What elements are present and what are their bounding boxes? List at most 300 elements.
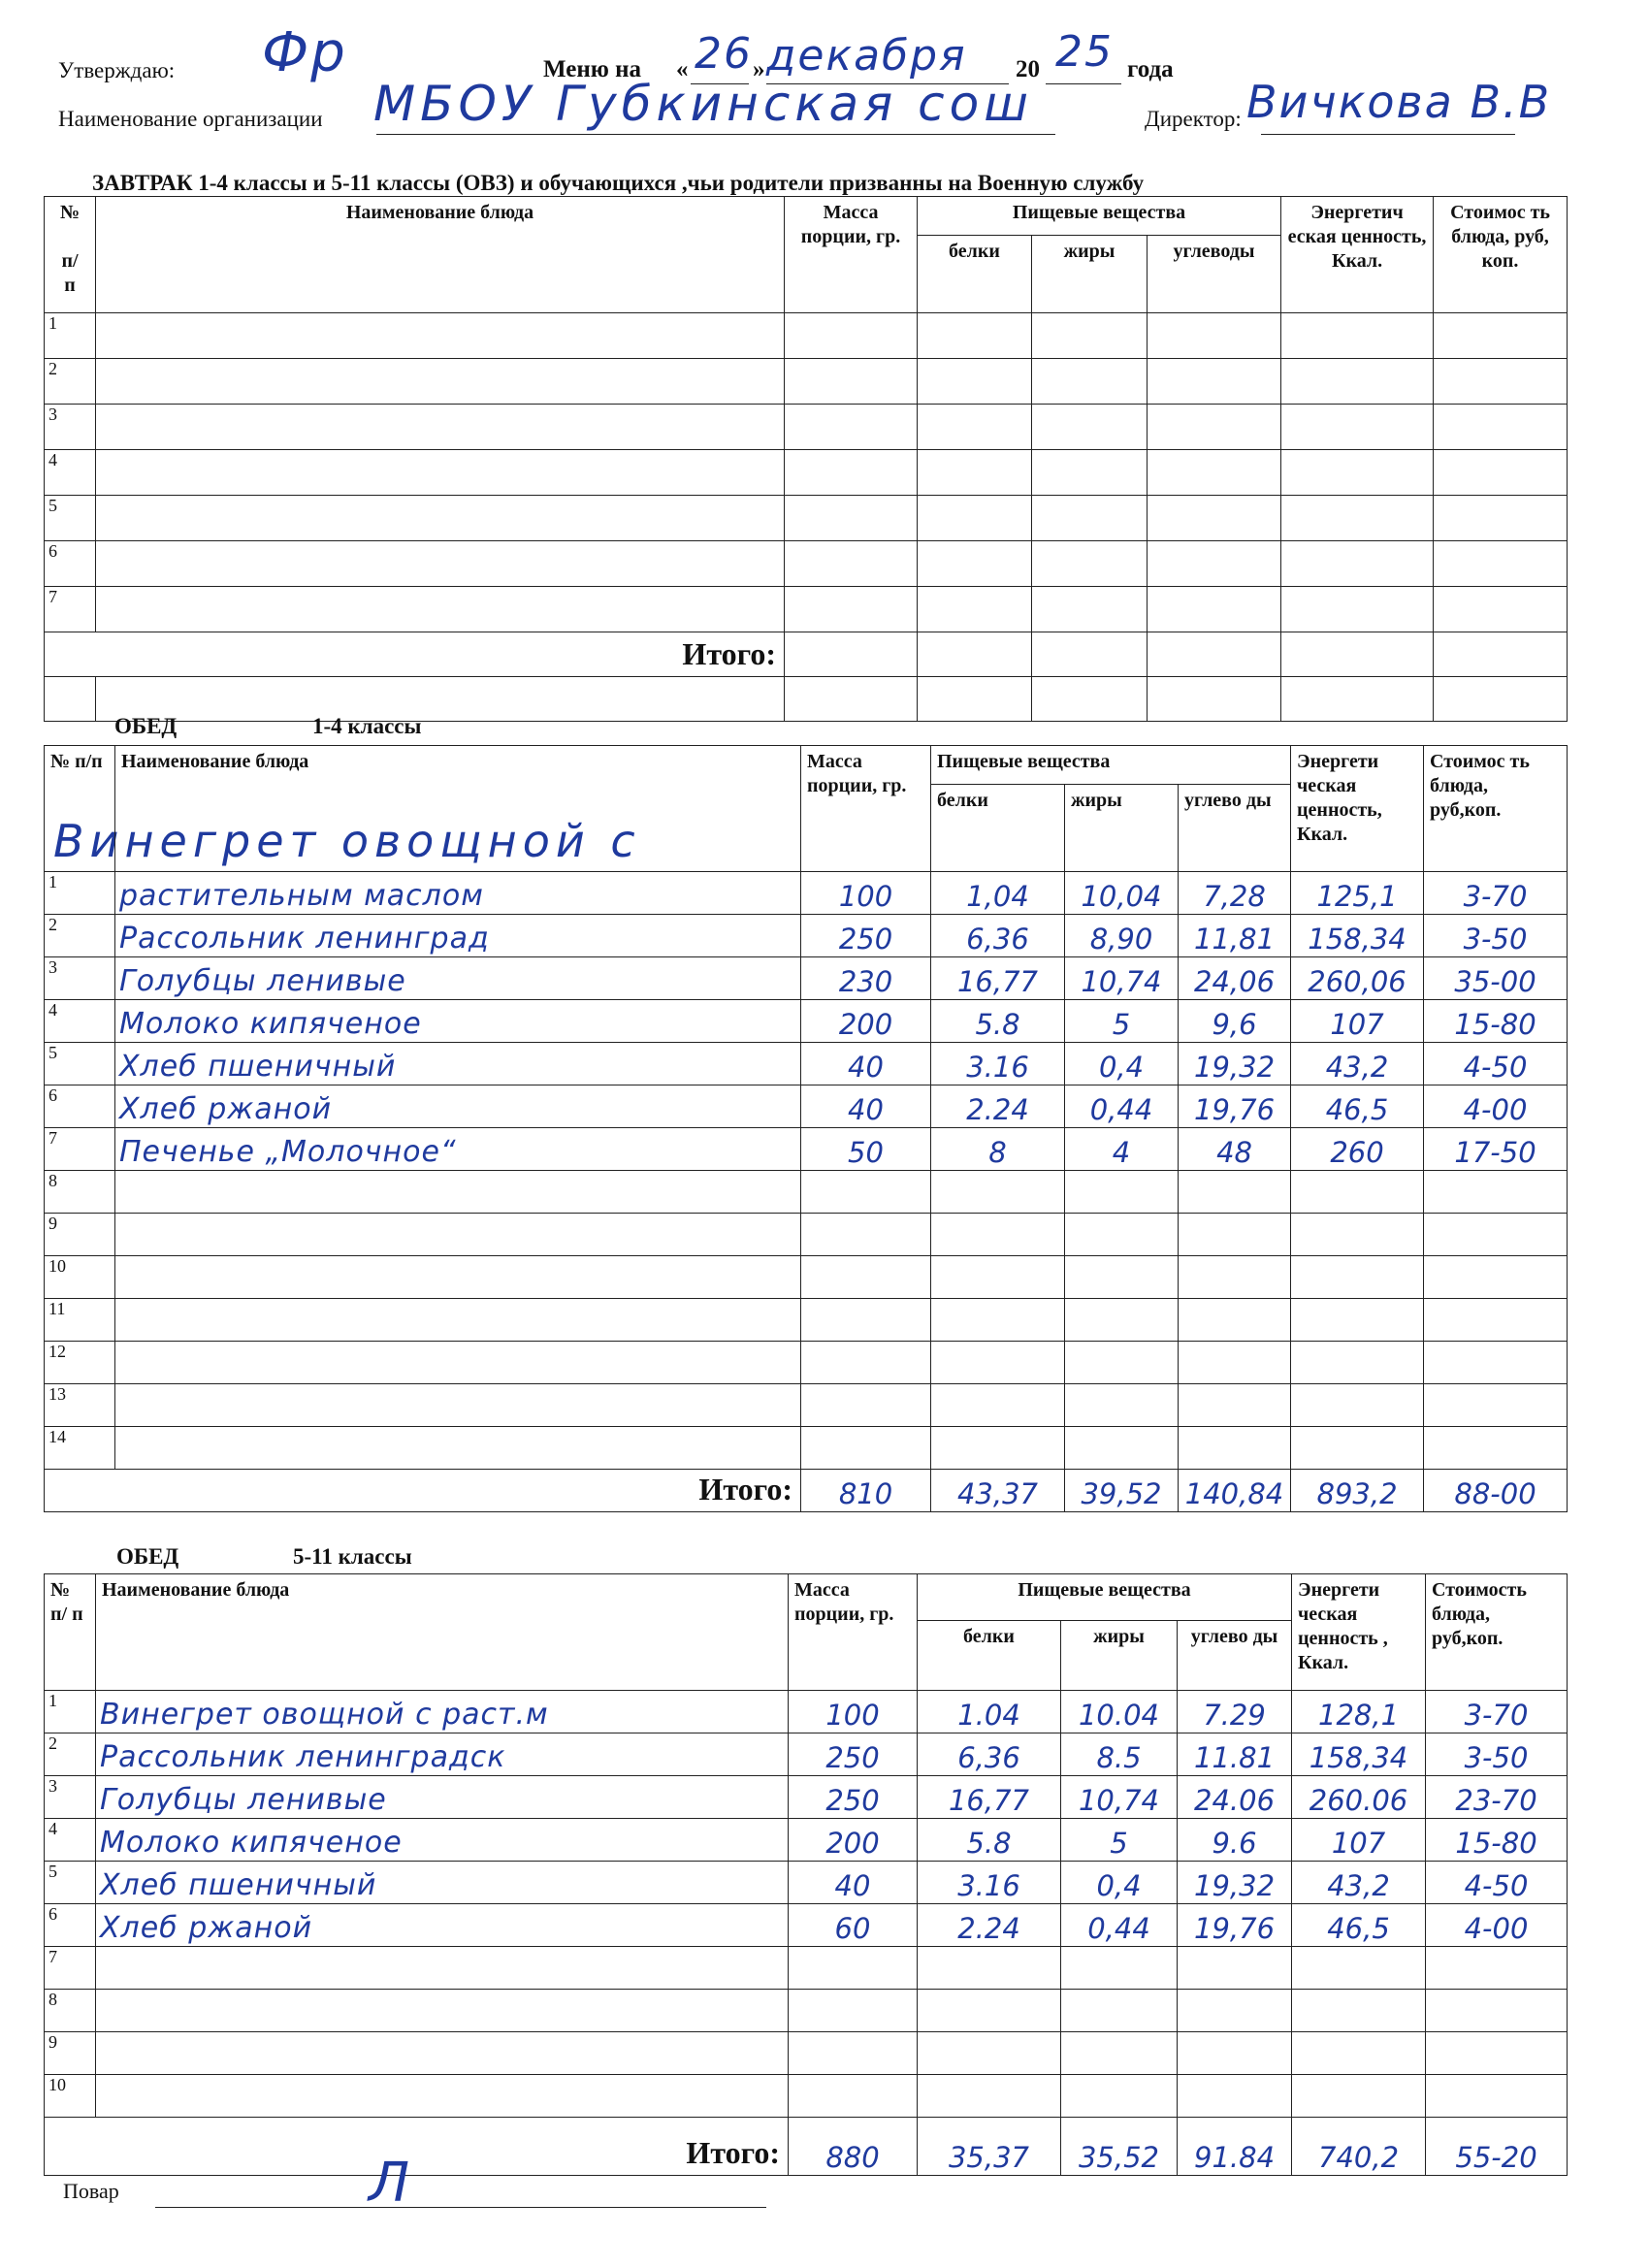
lunch511-title-right: 5-11 классы	[293, 1544, 412, 1569]
cell-cost: 15-80	[1426, 1819, 1568, 1862]
row-num: 1	[45, 872, 115, 915]
director-underline	[1261, 134, 1515, 135]
menu-month: декабря	[766, 31, 967, 81]
row-num: 7	[45, 1947, 96, 1990]
dish-name: Рассольник ленинград	[115, 915, 801, 957]
cell-energy	[1291, 1214, 1424, 1256]
row-num: 1	[45, 313, 96, 359]
cell-cost: 4-50	[1426, 1862, 1568, 1904]
cell-mass	[801, 1427, 931, 1470]
cell-energy: 46,5	[1291, 1085, 1424, 1128]
bk-head-num: № п/ п	[45, 197, 96, 313]
l511-total-cost: 55-20	[1426, 2118, 1568, 2176]
cell-mass	[789, 1990, 918, 2032]
row-num: 5	[45, 496, 96, 541]
table-row	[45, 359, 1568, 405]
table-row	[45, 1299, 1568, 1342]
cell-cost	[1424, 1342, 1568, 1384]
l14-total-label: Итого:	[45, 1470, 801, 1512]
l511-head-energy: Энергети ческая ценность , Ккал.	[1292, 1574, 1426, 1691]
cell-carbs: 24.06	[1178, 1776, 1292, 1819]
cell-mass: 200	[789, 1819, 918, 1862]
row-num: 7	[45, 1128, 115, 1171]
dish-name: Молоко кипяченое	[115, 1000, 801, 1043]
cell-cost: 35-00	[1424, 957, 1568, 1000]
cell-energy	[1291, 1342, 1424, 1384]
menu-label: Меню на	[543, 56, 642, 82]
cell-energy	[1291, 1256, 1424, 1299]
cell-mass: 40	[801, 1085, 931, 1128]
cell-fat	[1065, 1299, 1179, 1342]
row-num: 12	[45, 1342, 115, 1384]
table-row	[45, 1000, 1568, 1043]
cell-carbs	[1179, 1342, 1291, 1384]
cell-fat	[1065, 1342, 1179, 1384]
lunch14-title-left: ОБЕД	[114, 714, 178, 738]
table-row	[45, 1776, 1568, 1819]
cell-carbs	[1179, 1427, 1291, 1470]
century: 20	[1016, 56, 1040, 82]
cell-fat: 10,04	[1065, 872, 1179, 915]
table-row	[45, 1990, 1568, 2032]
bk-head-protein: белки	[918, 236, 1032, 313]
l14-head-mass: Масса порции, гр.	[801, 746, 931, 872]
l14-head-protein: белки	[931, 785, 1065, 872]
l511-head-carbs: углево ды	[1178, 1621, 1292, 1691]
cook-signature-line	[155, 2207, 766, 2208]
l511-total-label: Итого:	[45, 2118, 789, 2176]
cell-protein	[931, 1384, 1065, 1427]
dish-name	[96, 2075, 789, 2118]
l511-head-nutrients: Пищевые вещества	[918, 1574, 1292, 1621]
row-num: 5	[45, 1043, 115, 1085]
cell-carbs: 11,81	[1179, 915, 1291, 957]
cell-carbs: 7.29	[1178, 1691, 1292, 1733]
table-row	[45, 1862, 1568, 1904]
cell-mass	[789, 2032, 918, 2075]
row-num: 4	[45, 450, 96, 496]
cell-carbs: 11.81	[1178, 1733, 1292, 1776]
l14-head-num: № п/п	[45, 746, 115, 872]
cell-mass: 60	[789, 1904, 918, 1947]
approve-label: Утверждаю:	[58, 58, 176, 82]
table-row	[45, 872, 1568, 915]
cell-fat: 0,44	[1061, 1904, 1178, 1947]
table-row	[45, 1691, 1568, 1733]
cell-fat: 4	[1065, 1128, 1179, 1171]
row-num: 9	[45, 1214, 115, 1256]
cell-mass	[789, 2075, 918, 2118]
cell-mass: 100	[801, 872, 931, 915]
cell-carbs	[1178, 2032, 1292, 2075]
cell-fat: 8,90	[1065, 915, 1179, 957]
l14-total-cost: 88-00	[1424, 1470, 1568, 1512]
cell-cost	[1424, 1427, 1568, 1470]
cell-cost	[1424, 1214, 1568, 1256]
cell-mass: 250	[801, 915, 931, 957]
cell-energy	[1292, 1990, 1426, 2032]
cell-cost: 3-70	[1424, 872, 1568, 915]
cell-fat: 0,4	[1061, 1862, 1178, 1904]
cell-fat	[1061, 2032, 1178, 2075]
cell-mass: 50	[801, 1128, 931, 1171]
table-row	[45, 2075, 1568, 2118]
dish-name: Винегрет овощной с раст.м	[96, 1691, 789, 1733]
bk-head-mass: Масса порции, гр.	[785, 197, 918, 313]
cell-mass	[801, 1171, 931, 1214]
quote-open: «	[676, 56, 689, 82]
cell-cost	[1424, 1299, 1568, 1342]
row-num: 6	[45, 1904, 96, 1947]
cell-fat: 10,74	[1061, 1776, 1178, 1819]
cell-carbs	[1178, 1990, 1292, 2032]
cell-carbs: 19,32	[1178, 1862, 1292, 1904]
year-underline	[1046, 83, 1121, 84]
row-num: 10	[45, 2075, 96, 2118]
row-num: 3	[45, 405, 96, 450]
cell-fat: 8.5	[1061, 1733, 1178, 1776]
cell-energy: 260.06	[1292, 1776, 1426, 1819]
l14-head-fat: жиры	[1065, 785, 1179, 872]
l511-total-fat: 35,52	[1061, 2118, 1178, 2176]
lunch14-table	[44, 745, 1568, 1512]
cell-energy: 158,34	[1291, 915, 1424, 957]
cell-cost	[1426, 2075, 1568, 2118]
cell-protein: 3.16	[931, 1043, 1065, 1085]
cell-protein: 1.04	[918, 1691, 1061, 1733]
row-num: 6	[45, 541, 96, 587]
l14-total-energy: 893,2	[1291, 1470, 1424, 1512]
cell-energy	[1291, 1427, 1424, 1470]
dish-name	[115, 1256, 801, 1299]
cell-energy	[1292, 1947, 1426, 1990]
menu-day: 26	[695, 29, 753, 79]
row-num: 5	[45, 1862, 96, 1904]
cell-fat: 0,44	[1065, 1085, 1179, 1128]
dish-name: Хлеб пшеничный	[96, 1862, 789, 1904]
l511-total-energy: 740,2	[1292, 2118, 1426, 2176]
dish-name	[96, 1947, 789, 1990]
cell-mass	[801, 1342, 931, 1384]
table-row	[45, 1733, 1568, 1776]
cell-fat: 10.04	[1061, 1691, 1178, 1733]
cell-carbs	[1179, 1384, 1291, 1427]
table-row	[45, 450, 1568, 496]
cell-energy: 107	[1291, 1000, 1424, 1043]
dish-name: Печенье „Молочное“	[115, 1128, 801, 1171]
cell-protein: 8	[931, 1128, 1065, 1171]
cell-energy: 46,5	[1292, 1904, 1426, 1947]
dish-name	[115, 1384, 801, 1427]
row-num: 14	[45, 1427, 115, 1470]
row-num: 2	[45, 1733, 96, 1776]
dish-name	[96, 2032, 789, 2075]
cell-energy: 128,1	[1292, 1691, 1426, 1733]
cell-fat	[1065, 1171, 1179, 1214]
row-num: 1	[45, 1691, 96, 1733]
table-row	[45, 1214, 1568, 1256]
row-num: 3	[45, 957, 115, 1000]
cell-mass: 100	[789, 1691, 918, 1733]
table-row	[45, 541, 1568, 587]
dish-name	[115, 1214, 801, 1256]
cell-protein	[931, 1342, 1065, 1384]
cell-protein	[931, 1427, 1065, 1470]
table-row	[45, 915, 1568, 957]
cell-cost	[1424, 1256, 1568, 1299]
breakfast-title: ЗАВТРАК 1-4 классы и 5-11 классы (ОВЗ) и обучающихся ,чьи родители призванны на Военную службу	[92, 171, 1145, 195]
dish-name	[96, 1990, 789, 2032]
cell-fat	[1065, 1214, 1179, 1256]
cell-mass	[801, 1299, 931, 1342]
year-word: года	[1127, 56, 1174, 82]
cell-cost: 3-50	[1426, 1733, 1568, 1776]
org-underline	[376, 134, 1055, 135]
cook-signature: Л	[369, 2152, 412, 2215]
cell-mass	[801, 1384, 931, 1427]
dish-name: Хлеб пшеничный	[115, 1043, 801, 1085]
row-num: 4	[45, 1000, 115, 1043]
cell-mass: 250	[789, 1733, 918, 1776]
cell-protein: 5.8	[918, 1819, 1061, 1862]
dish-name	[115, 1171, 801, 1214]
table-row	[45, 1947, 1568, 1990]
lunch511-table	[44, 1573, 1568, 2176]
cell-cost: 15-80	[1424, 1000, 1568, 1043]
table-row	[45, 2032, 1568, 2075]
cell-protein: 16,77	[931, 957, 1065, 1000]
cell-protein	[931, 1214, 1065, 1256]
cell-protein: 2.24	[918, 1904, 1061, 1947]
menu-year: 25	[1055, 27, 1114, 77]
l14-total-fat: 39,52	[1065, 1470, 1179, 1512]
l14-head-carbs: углево ды	[1179, 785, 1291, 872]
breakfast-table	[44, 196, 1568, 722]
cell-energy: 107	[1292, 1819, 1426, 1862]
cell-protein: 1,04	[931, 872, 1065, 915]
org-label: Наименование организации	[58, 107, 323, 131]
cell-protein: 3.16	[918, 1862, 1061, 1904]
dish-name: растительным маслом	[115, 872, 801, 915]
table-row	[45, 1384, 1568, 1427]
cell-fat	[1061, 1990, 1178, 2032]
cell-protein: 5.8	[931, 1000, 1065, 1043]
cell-fat	[1065, 1427, 1179, 1470]
row-num: 4	[45, 1819, 96, 1862]
cell-energy: 125,1	[1291, 872, 1424, 915]
lunch511-title-left: ОБЕД	[116, 1544, 179, 1569]
row-num: 2	[45, 915, 115, 957]
row-num: 11	[45, 1299, 115, 1342]
row-num: 13	[45, 1384, 115, 1427]
dish-name: Рассольник ленинградск	[96, 1733, 789, 1776]
cell-carbs	[1179, 1299, 1291, 1342]
cell-protein	[918, 2032, 1061, 2075]
cell-energy: 158,34	[1292, 1733, 1426, 1776]
bk-head-nutrients: Пищевые вещества	[918, 197, 1281, 236]
cell-carbs	[1179, 1214, 1291, 1256]
cell-protein: 6,36	[931, 915, 1065, 957]
table-row	[45, 313, 1568, 359]
table-row	[45, 957, 1568, 1000]
cell-carbs	[1179, 1256, 1291, 1299]
total-row	[45, 2118, 1568, 2176]
cell-energy	[1292, 2032, 1426, 2075]
table-row	[45, 1342, 1568, 1384]
cell-protein	[931, 1299, 1065, 1342]
cell-energy	[1291, 1299, 1424, 1342]
total-row	[45, 1470, 1568, 1512]
cell-energy: 43,2	[1291, 1043, 1424, 1085]
cell-cost	[1426, 1947, 1568, 1990]
cell-energy	[1291, 1384, 1424, 1427]
l14-head-cost: Стоимос ть блюда, руб,коп.	[1424, 746, 1568, 872]
cell-fat: 10,74	[1065, 957, 1179, 1000]
cell-protein: 6,36	[918, 1733, 1061, 1776]
cell-protein	[918, 2075, 1061, 2118]
l511-head-mass: Масса порции, гр.	[789, 1574, 918, 1691]
l511-head-num: № п/ п	[45, 1574, 96, 1691]
cell-mass	[789, 1947, 918, 1990]
cell-protein: 2.24	[931, 1085, 1065, 1128]
cell-protein	[918, 1947, 1061, 1990]
cell-mass: 230	[801, 957, 931, 1000]
lunch14-first-name-overflow: Винегрет овощной с	[53, 815, 641, 867]
cell-fat: 0,4	[1065, 1043, 1179, 1085]
row-num: 8	[45, 1171, 115, 1214]
director-label: Директор:	[1145, 107, 1242, 131]
cell-cost	[1426, 1990, 1568, 2032]
cell-protein: 16,77	[918, 1776, 1061, 1819]
dish-name: Хлеб ржаной	[115, 1085, 801, 1128]
cell-cost: 4-50	[1424, 1043, 1568, 1085]
cell-carbs: 9,6	[1179, 1000, 1291, 1043]
bk-head-fat: жиры	[1032, 236, 1148, 313]
dish-name: Хлеб ржаной	[96, 1904, 789, 1947]
cell-fat	[1065, 1256, 1179, 1299]
cell-cost: 3-50	[1424, 915, 1568, 957]
cell-protein	[931, 1256, 1065, 1299]
table-row	[45, 1904, 1568, 1947]
table-row	[45, 677, 1568, 722]
cell-energy	[1292, 2075, 1426, 2118]
cell-carbs: 48	[1179, 1128, 1291, 1171]
l14-total-protein: 43,37	[931, 1470, 1065, 1512]
l14-total-carbs: 140,84	[1179, 1470, 1291, 1512]
row-num: 9	[45, 2032, 96, 2075]
cell-carbs: 19,76	[1178, 1904, 1292, 1947]
cell-mass: 250	[789, 1776, 918, 1819]
cook-label: Повар	[63, 2179, 119, 2203]
bk-total-label: Итого:	[45, 632, 785, 677]
cell-cost: 17-50	[1424, 1128, 1568, 1171]
cell-carbs: 19,32	[1179, 1043, 1291, 1085]
cell-mass	[801, 1214, 931, 1256]
l14-head-name: Наименование блюда	[115, 746, 801, 872]
bk-head-energy: Энергетич еская ценность, Ккал.	[1281, 197, 1434, 313]
l14-total-mass: 810	[801, 1470, 931, 1512]
table-row	[45, 1256, 1568, 1299]
l511-head-protein: белки	[918, 1621, 1061, 1691]
cell-carbs	[1178, 2075, 1292, 2118]
cell-cost	[1426, 2032, 1568, 2075]
bk-head-name: Наименование блюда	[96, 197, 785, 313]
cell-protein	[931, 1171, 1065, 1214]
row-num: 7	[45, 587, 96, 632]
table-row	[45, 496, 1568, 541]
cell-carbs: 19,76	[1179, 1085, 1291, 1128]
dish-name: Молоко кипяченое	[96, 1819, 789, 1862]
lunch14-title-right: 1-4 классы	[312, 714, 422, 738]
table-row	[45, 405, 1568, 450]
table-row	[45, 1128, 1568, 1171]
bk-head-cost: Стоимос ть блюда, руб, коп.	[1434, 197, 1568, 313]
cell-protein	[918, 1990, 1061, 2032]
cell-carbs: 24,06	[1179, 957, 1291, 1000]
table-row	[45, 1427, 1568, 1470]
table-row	[45, 1171, 1568, 1214]
cell-mass: 40	[789, 1862, 918, 1904]
row-num: 10	[45, 1256, 115, 1299]
cell-fat	[1065, 1384, 1179, 1427]
cell-cost: 23-70	[1426, 1776, 1568, 1819]
cell-cost: 3-70	[1426, 1691, 1568, 1733]
cell-mass	[801, 1256, 931, 1299]
total-row	[45, 632, 1568, 677]
cell-mass: 40	[801, 1043, 931, 1085]
row-num: 2	[45, 359, 96, 405]
cell-carbs: 7,28	[1179, 872, 1291, 915]
cell-energy	[1291, 1171, 1424, 1214]
cell-mass: 200	[801, 1000, 931, 1043]
cell-cost: 4-00	[1424, 1085, 1568, 1128]
dish-name: Голубцы ленивые	[96, 1776, 789, 1819]
cell-fat	[1061, 2075, 1178, 2118]
cell-cost	[1424, 1171, 1568, 1214]
l511-total-mass: 880	[789, 2118, 918, 2176]
cell-energy: 43,2	[1292, 1862, 1426, 1904]
cell-fat: 5	[1061, 1819, 1178, 1862]
cell-cost: 4-00	[1426, 1904, 1568, 1947]
approve-signature: Фр	[262, 21, 347, 84]
bk-head-carbs: углеводы	[1148, 236, 1281, 313]
row-num: 6	[45, 1085, 115, 1128]
cell-fat: 5	[1065, 1000, 1179, 1043]
table-row	[45, 1085, 1568, 1128]
cell-carbs	[1179, 1171, 1291, 1214]
table-row	[45, 1043, 1568, 1085]
table-row	[45, 1819, 1568, 1862]
cell-cost	[1424, 1384, 1568, 1427]
cell-energy: 260,06	[1291, 957, 1424, 1000]
l511-head-name: Наименование блюда	[96, 1574, 789, 1691]
l511-head-cost: Стоимость блюда, руб,коп.	[1426, 1574, 1568, 1691]
l14-head-energy: Энергети ческая ценность, Ккал.	[1291, 746, 1424, 872]
quote-close: »	[753, 56, 765, 82]
dish-name	[115, 1342, 801, 1384]
dish-name: Голубцы ленивые	[115, 957, 801, 1000]
row-num: 3	[45, 1776, 96, 1819]
row-num: 8	[45, 1990, 96, 2032]
cell-carbs	[1178, 1947, 1292, 1990]
l511-total-protein: 35,37	[918, 2118, 1061, 2176]
dish-name	[115, 1299, 801, 1342]
dish-name	[115, 1427, 801, 1470]
l511-total-carbs: 91.84	[1178, 2118, 1292, 2176]
cell-fat	[1061, 1947, 1178, 1990]
l14-head-nutrients: Пищевые вещества	[931, 746, 1291, 785]
director-name: Вичкова В.В	[1246, 76, 1552, 128]
